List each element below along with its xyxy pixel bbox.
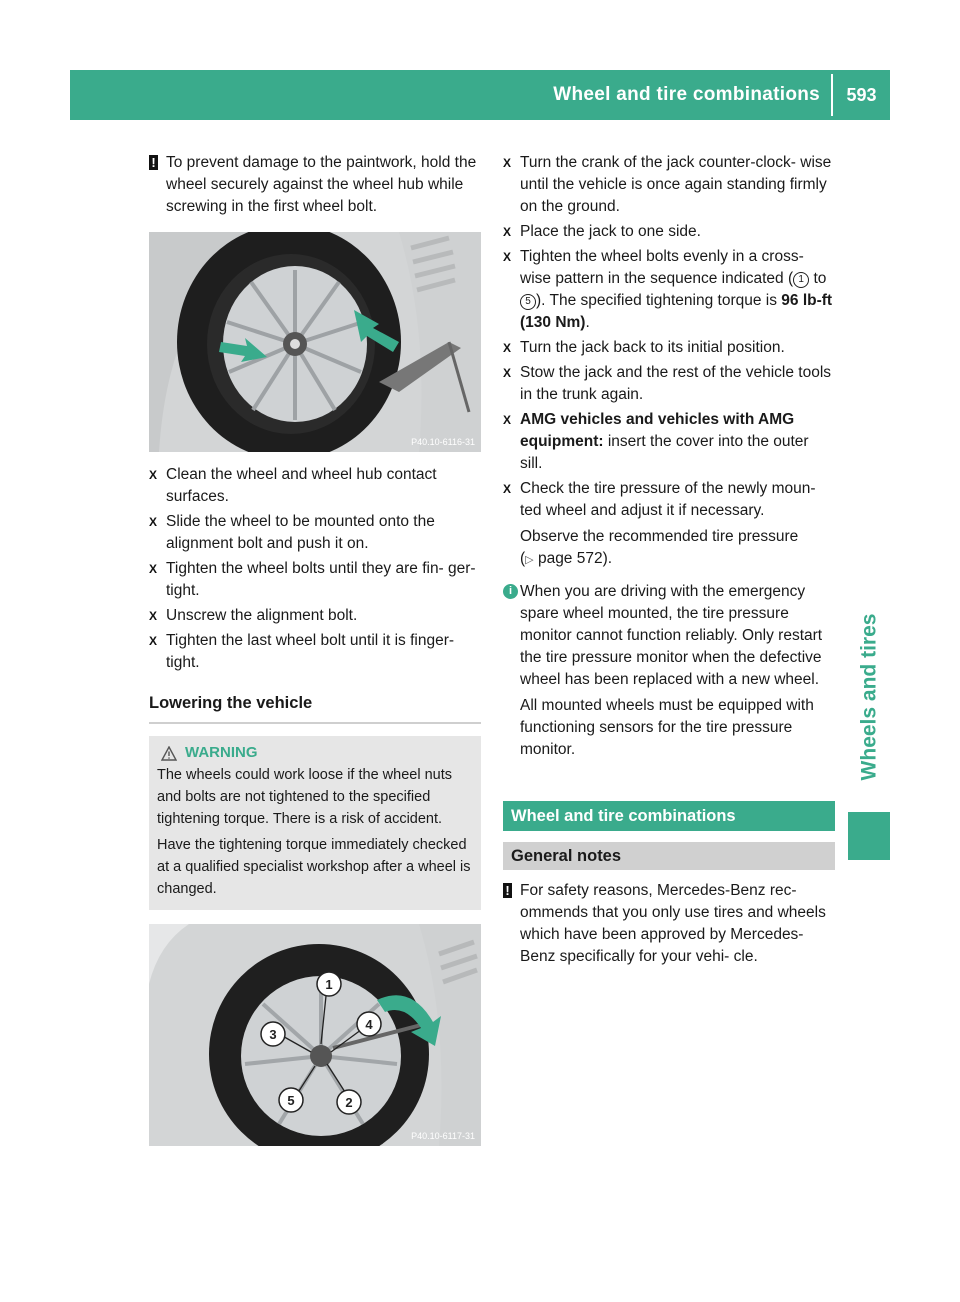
bolt-sequence-illustration	[149, 924, 481, 1146]
step-subtext: Observe the recommended tire pressure (▷ page 572).	[520, 528, 799, 567]
step-item: X Stow the jack and the rest of the vehicle tools in the trunk again.	[503, 364, 832, 403]
section-heading: Lowering the vehicle	[149, 692, 481, 724]
step-item: X Unscrew the alignment bolt.	[149, 605, 481, 627]
exclamation-icon: !	[149, 155, 158, 170]
info-text: When you are driving with the emergency spare wheel mounted, the tire pressure monitor cannot function reliably. Only restart the tire pressure monitor when the defective wheel has been replaced with a new wheel.	[520, 583, 823, 688]
info-text: All mounted wheels must be equipped with functioning sensors for the tire pressure monitor.	[520, 697, 814, 758]
subsection-heading: General notes	[503, 842, 835, 870]
side-chapter-tab	[848, 590, 890, 804]
bolt-label-5: 5	[287, 1093, 295, 1108]
step-item: X Turn the crank of the jack counter-clock- wise until the vehicle is once again standing firmly on the ground.	[503, 154, 832, 215]
bolt-sequence-figure	[149, 924, 481, 1146]
page-ref-arrow-icon: ▷	[525, 554, 534, 566]
step-item: X AMG vehicles and vehicles with AMG equipment: insert the cover into the outer sill.	[503, 411, 809, 472]
step-arrow-icon: X	[149, 562, 158, 576]
callout-5-icon: 5	[520, 294, 536, 310]
torque-value: 96 lb-ft (130 Nm)	[520, 292, 833, 331]
info-icon: i	[503, 584, 518, 599]
left-steps	[149, 464, 481, 674]
step-item: X Turn the jack back to its initial position.	[503, 337, 835, 359]
step-item: X Tighten the last wheel bolt until it is finger- tight.	[149, 632, 455, 671]
damage-notice-text: To prevent damage to the paintwork, hold the wheel securely against the wheel hub while screwing in the first wheel bolt.	[166, 154, 477, 215]
warning-triangle-icon	[161, 746, 177, 761]
step-arrow-icon: X	[503, 482, 512, 496]
step-arrow-icon: X	[503, 413, 512, 427]
side-chapter-marker	[848, 812, 890, 860]
callout-1-icon: 1	[793, 272, 809, 288]
info-note	[503, 581, 835, 761]
section-heading-green: Wheel and tire combinations	[503, 801, 835, 831]
bolt-label-4: 4	[365, 1017, 373, 1032]
step-arrow-icon: X	[149, 609, 158, 623]
left-column	[149, 152, 481, 1146]
exclamation-icon: !	[503, 883, 512, 898]
step-arrow-icon: X	[503, 156, 512, 170]
bolt-label-2: 2	[345, 1095, 353, 1110]
safety-notice-text: For safety reasons, Mercedes-Benz rec- ommends that you only use tires and wheels which have been approved by Mercedes-Benz specifically for your vehi- cle.	[520, 882, 826, 965]
warning-box	[149, 736, 481, 910]
step-arrow-icon: X	[503, 225, 512, 239]
warning-text: The wheels could work loose if the wheel nuts and bolts are not tightened to the specified tightening torque. There is a risk of accident.	[157, 767, 452, 827]
step-item: X Place the jack to one side.	[503, 221, 835, 243]
figure-code: P40.10-6116-31	[411, 437, 475, 447]
header-bar	[70, 70, 890, 120]
step-arrow-icon: X	[503, 250, 512, 264]
step-item: X Tighten the wheel bolts until they are fin- ger-tight.	[149, 560, 476, 599]
wheel-mounting-figure	[149, 232, 481, 452]
step-item: X Slide the wheel to be mounted onto the alignment bolt and push it on.	[149, 513, 435, 552]
warning-text: Have the tightening torque immediately checked at a qualified specialist workshop after a wheel is changed.	[157, 837, 471, 897]
header-title: Wheel and tire combinations	[553, 84, 820, 105]
step-arrow-icon: X	[149, 634, 158, 648]
figure-code: P40.10-6117-31	[411, 1131, 475, 1141]
safety-notice	[503, 880, 835, 968]
warning-title-text: WARNING	[185, 744, 258, 761]
step-item: X Check the tire pressure of the newly moun- ted wheel and adjust it if necessary.	[503, 480, 816, 519]
bolt-label-1: 1	[325, 977, 333, 992]
step-item: X Tighten the wheel bolts evenly in a cross- wise pattern in the sequence indicated ( 1 to 5 ). The specified tightening torque is 96 lb-ft (130 Nm).	[503, 248, 833, 331]
side-chapter-label: Wheels and tires	[857, 613, 881, 781]
damage-notice	[149, 152, 481, 218]
page-number: 593	[846, 85, 877, 105]
right-column	[503, 152, 835, 982]
warning-title	[157, 742, 473, 764]
step-arrow-icon: X	[503, 366, 512, 380]
page-ref-link[interactable]: page 572).	[533, 550, 613, 567]
step-item: X Clean the wheel and wheel hub contact surfaces.	[149, 466, 437, 505]
step-arrow-icon: X	[149, 515, 158, 529]
step-arrow-icon: X	[503, 341, 512, 355]
step-arrow-icon: X	[149, 468, 158, 482]
bolt-label-3: 3	[269, 1027, 277, 1042]
wheel-mounting-illustration	[149, 232, 481, 452]
